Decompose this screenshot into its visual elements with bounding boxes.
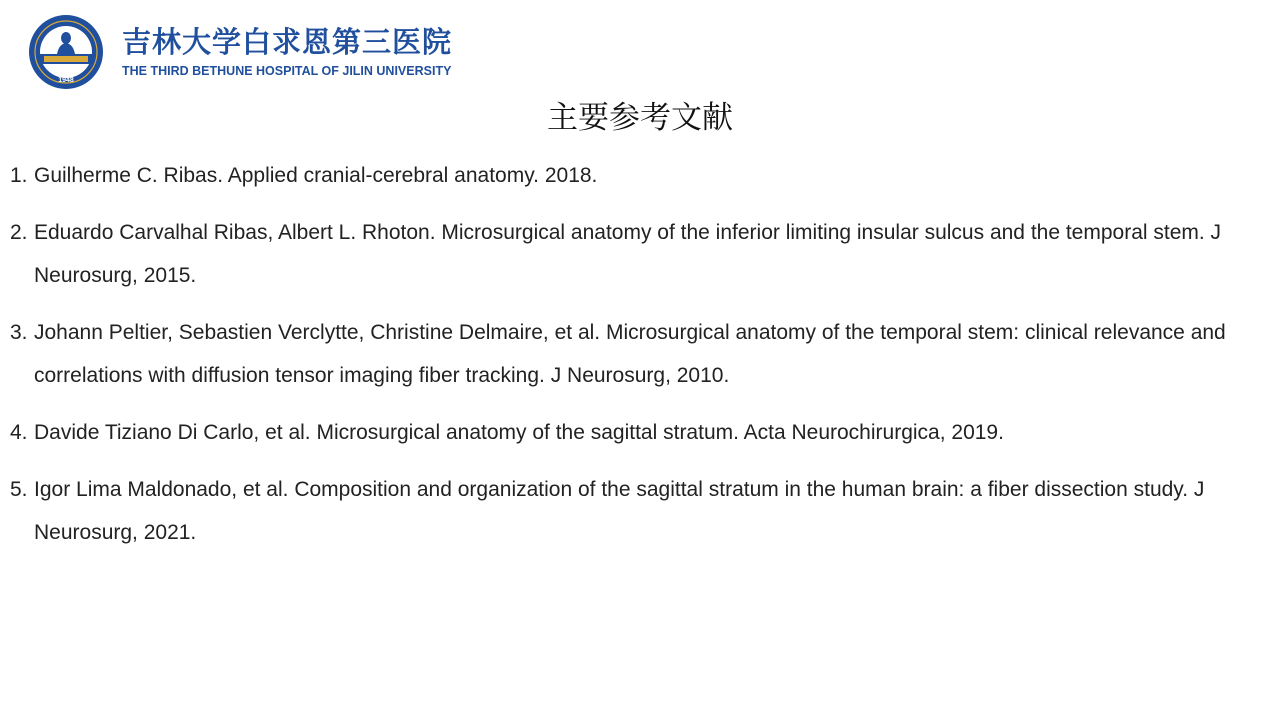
reference-text: Johann Peltier, Sebastien Verclytte, Christine Delmaire, et al. Microsurgical anatomy of the temporal stem: clinical relevance and correlations with diffusion tensor imaging fiber tracking. J Neurosurg, 2010. — [34, 321, 1226, 387]
reference-item — [10, 211, 1272, 297]
reference-list — [10, 154, 1272, 568]
reference-item — [10, 154, 1272, 197]
reference-text: Guilherme C. Ribas. Applied cranial-cerebral anatomy. 2018. — [34, 164, 598, 187]
reference-item — [10, 311, 1272, 397]
seal-year: 1948 — [58, 77, 74, 84]
hospital-brand — [122, 25, 452, 79]
hospital-seal-logo — [26, 14, 106, 90]
hospital-name-en: THE THIRD BETHUNE HOSPITAL OF JILIN UNIVERSITY — [122, 64, 452, 78]
reference-text: Igor Lima Maldonado, et al. Composition and organization of the sagittal stratum in the human brain: a fiber dissection study. J Neurosurg, 2021. — [34, 478, 1205, 544]
reference-item — [10, 411, 1272, 454]
reference-number: 3. — [10, 321, 28, 344]
reference-text: Davide Tiziano Di Carlo, et al. Microsurgical anatomy of the sagittal stratum. Acta Neurochirurgica, 2019. — [34, 421, 1004, 444]
reference-number: 5. — [10, 478, 28, 501]
reference-number: 2. — [10, 221, 28, 244]
hospital-header — [26, 14, 452, 90]
reference-number: 4. — [10, 421, 28, 444]
reference-number: 1. — [10, 164, 28, 187]
reference-text: Eduardo Carvalhal Ribas, Albert L. Rhoton. Microsurgical anatomy of the inferior limiting insular sulcus and the temporal stem. J Neurosurg, 2015. — [34, 221, 1222, 287]
reference-item — [10, 468, 1272, 554]
page-title: 主要参考文献 — [547, 100, 733, 136]
hospital-name-cn: 吉林大学白求恩第三医院 — [122, 25, 453, 59]
